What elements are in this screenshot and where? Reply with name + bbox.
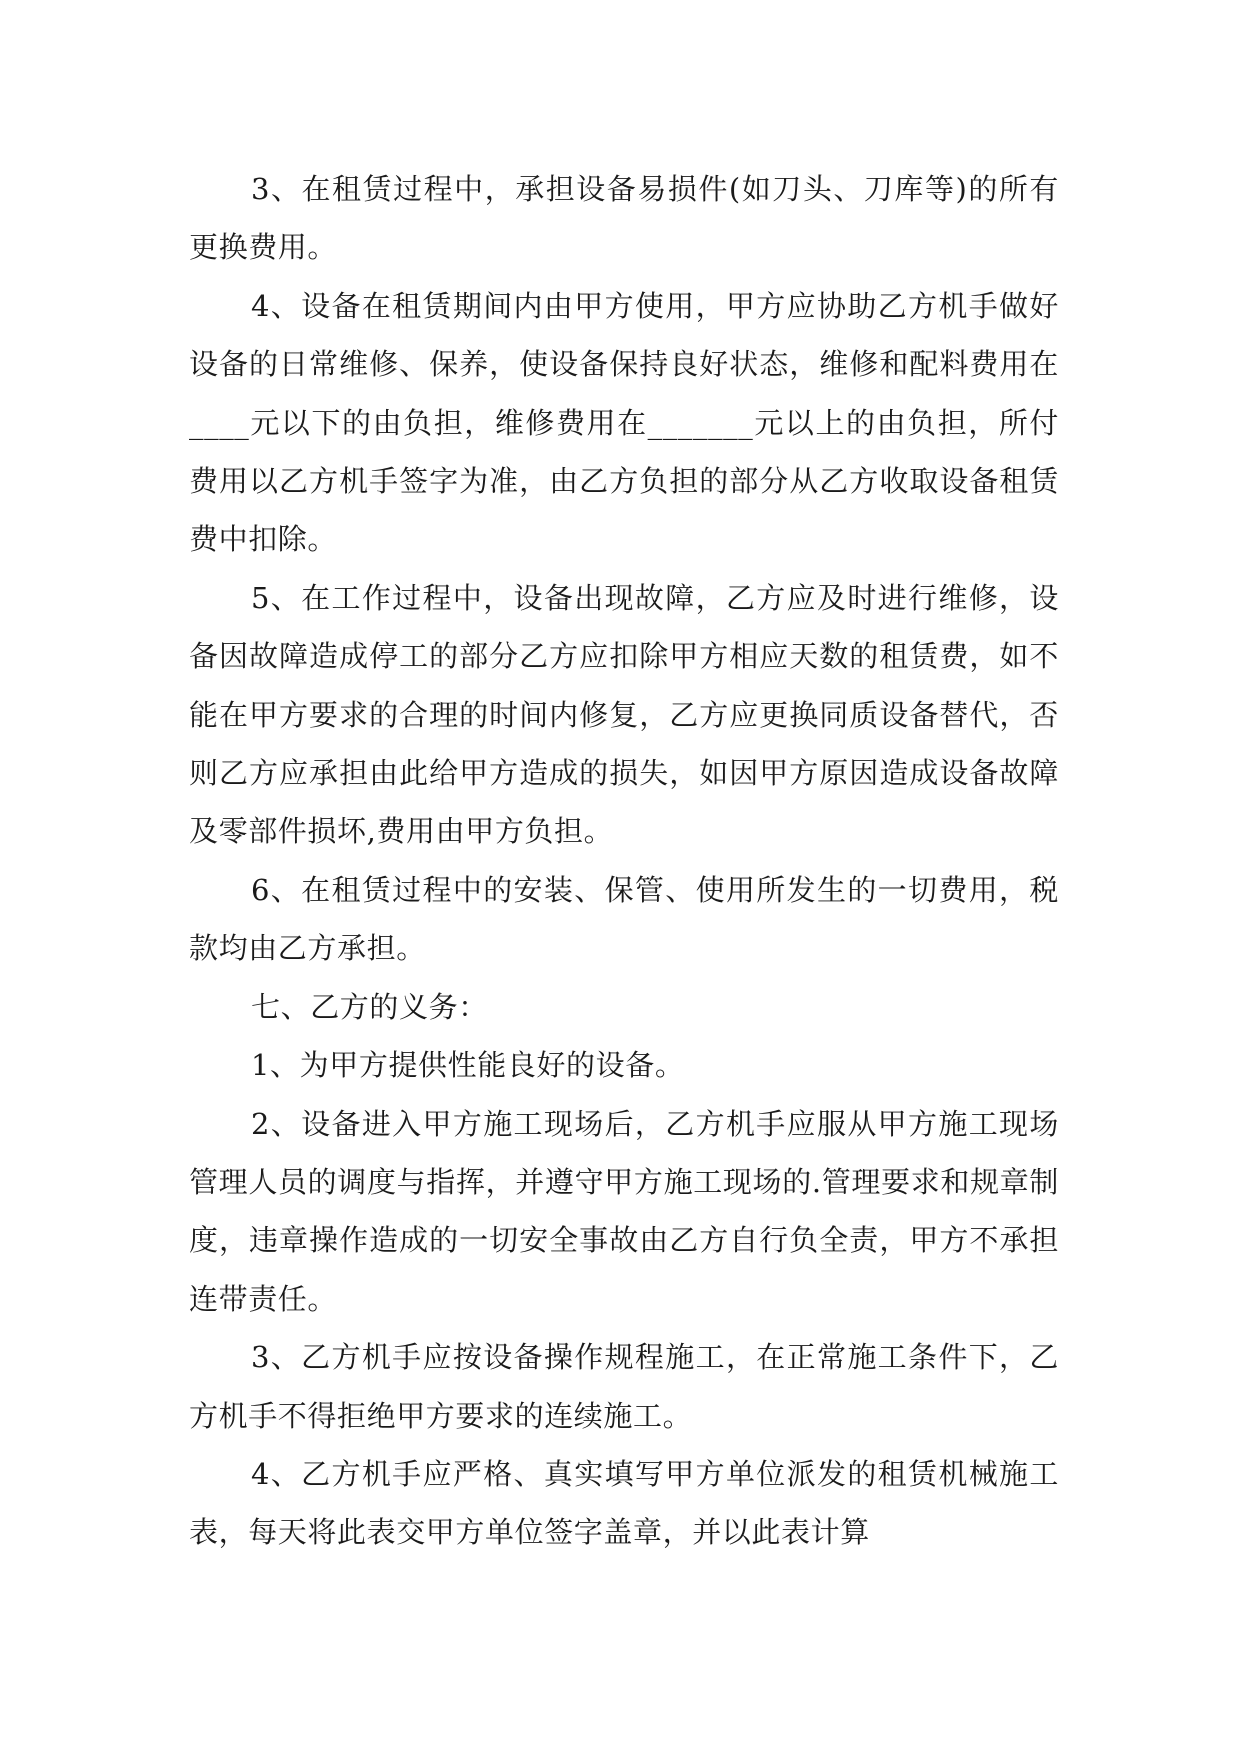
section-7-heading: 七、乙方的义务： — [251, 989, 488, 1024]
clause-6-5-paragraph: 5、在工作过程中，设备出现故障，乙方应及时进行维修，设备因故障造成停工的部分乙方应扣除甲方相应天数的租赁费，如不能在甲方要求的合理的时间内修复，乙方应更换同质设备替代，否则乙方应承担由此给甲方造成的损失，如因甲方原因造成设备故障及零部件损坏,费用由甲方负担。 — [189, 580, 1059, 849]
clause-7-3-paragraph: 3、乙方机手应按设备操作规程施工，在正常施工条件下，乙方机手不得拒绝甲方要求的连续施工。 — [189, 1340, 1059, 1433]
clause-6-6-paragraph: 6、在租赁过程中的安装、保管、使用所发生的一切费用，税款均由乙方承担。 — [189, 872, 1059, 966]
clause-7-1-paragraph: 1、为甲方提供性能良好的设备。 — [251, 1048, 685, 1083]
clause-7-2-paragraph: 2、设备进入甲方施工现场后，乙方机手应服从甲方施工现场管理人员的调度与指挥，并遵守甲方施工现场的.管理要求和规章制度，违章操作造成的一切安全事故由乙方自行负全责，甲方不承担连带责任。 — [189, 1106, 1059, 1316]
clause-7-4-paragraph: 4、乙方机手应严格、真实填写甲方单位派发的租赁机械施工表，每天将此表交甲方单位签字盖章，并以此表计算 — [189, 1456, 1059, 1550]
document-body — [189, 160, 1059, 1562]
clause-6-4-paragraph: 4、设备在租赁期间内由甲方使用，甲方应协助乙方机手做好设备的日常维修、保养，使设备保持良好状态，维修和配料费用在____元以下的由负担，维修费用在_______元以上的由负担，所付费用以乙方机手签字为准，由乙方负担的部分从乙方收取设备租赁费中扣除。 — [189, 288, 1059, 557]
clause-6-3-paragraph: 3、在租赁过程中，承担设备易损件(如刀头、刀库等)的所有更换费用。 — [189, 172, 1059, 265]
